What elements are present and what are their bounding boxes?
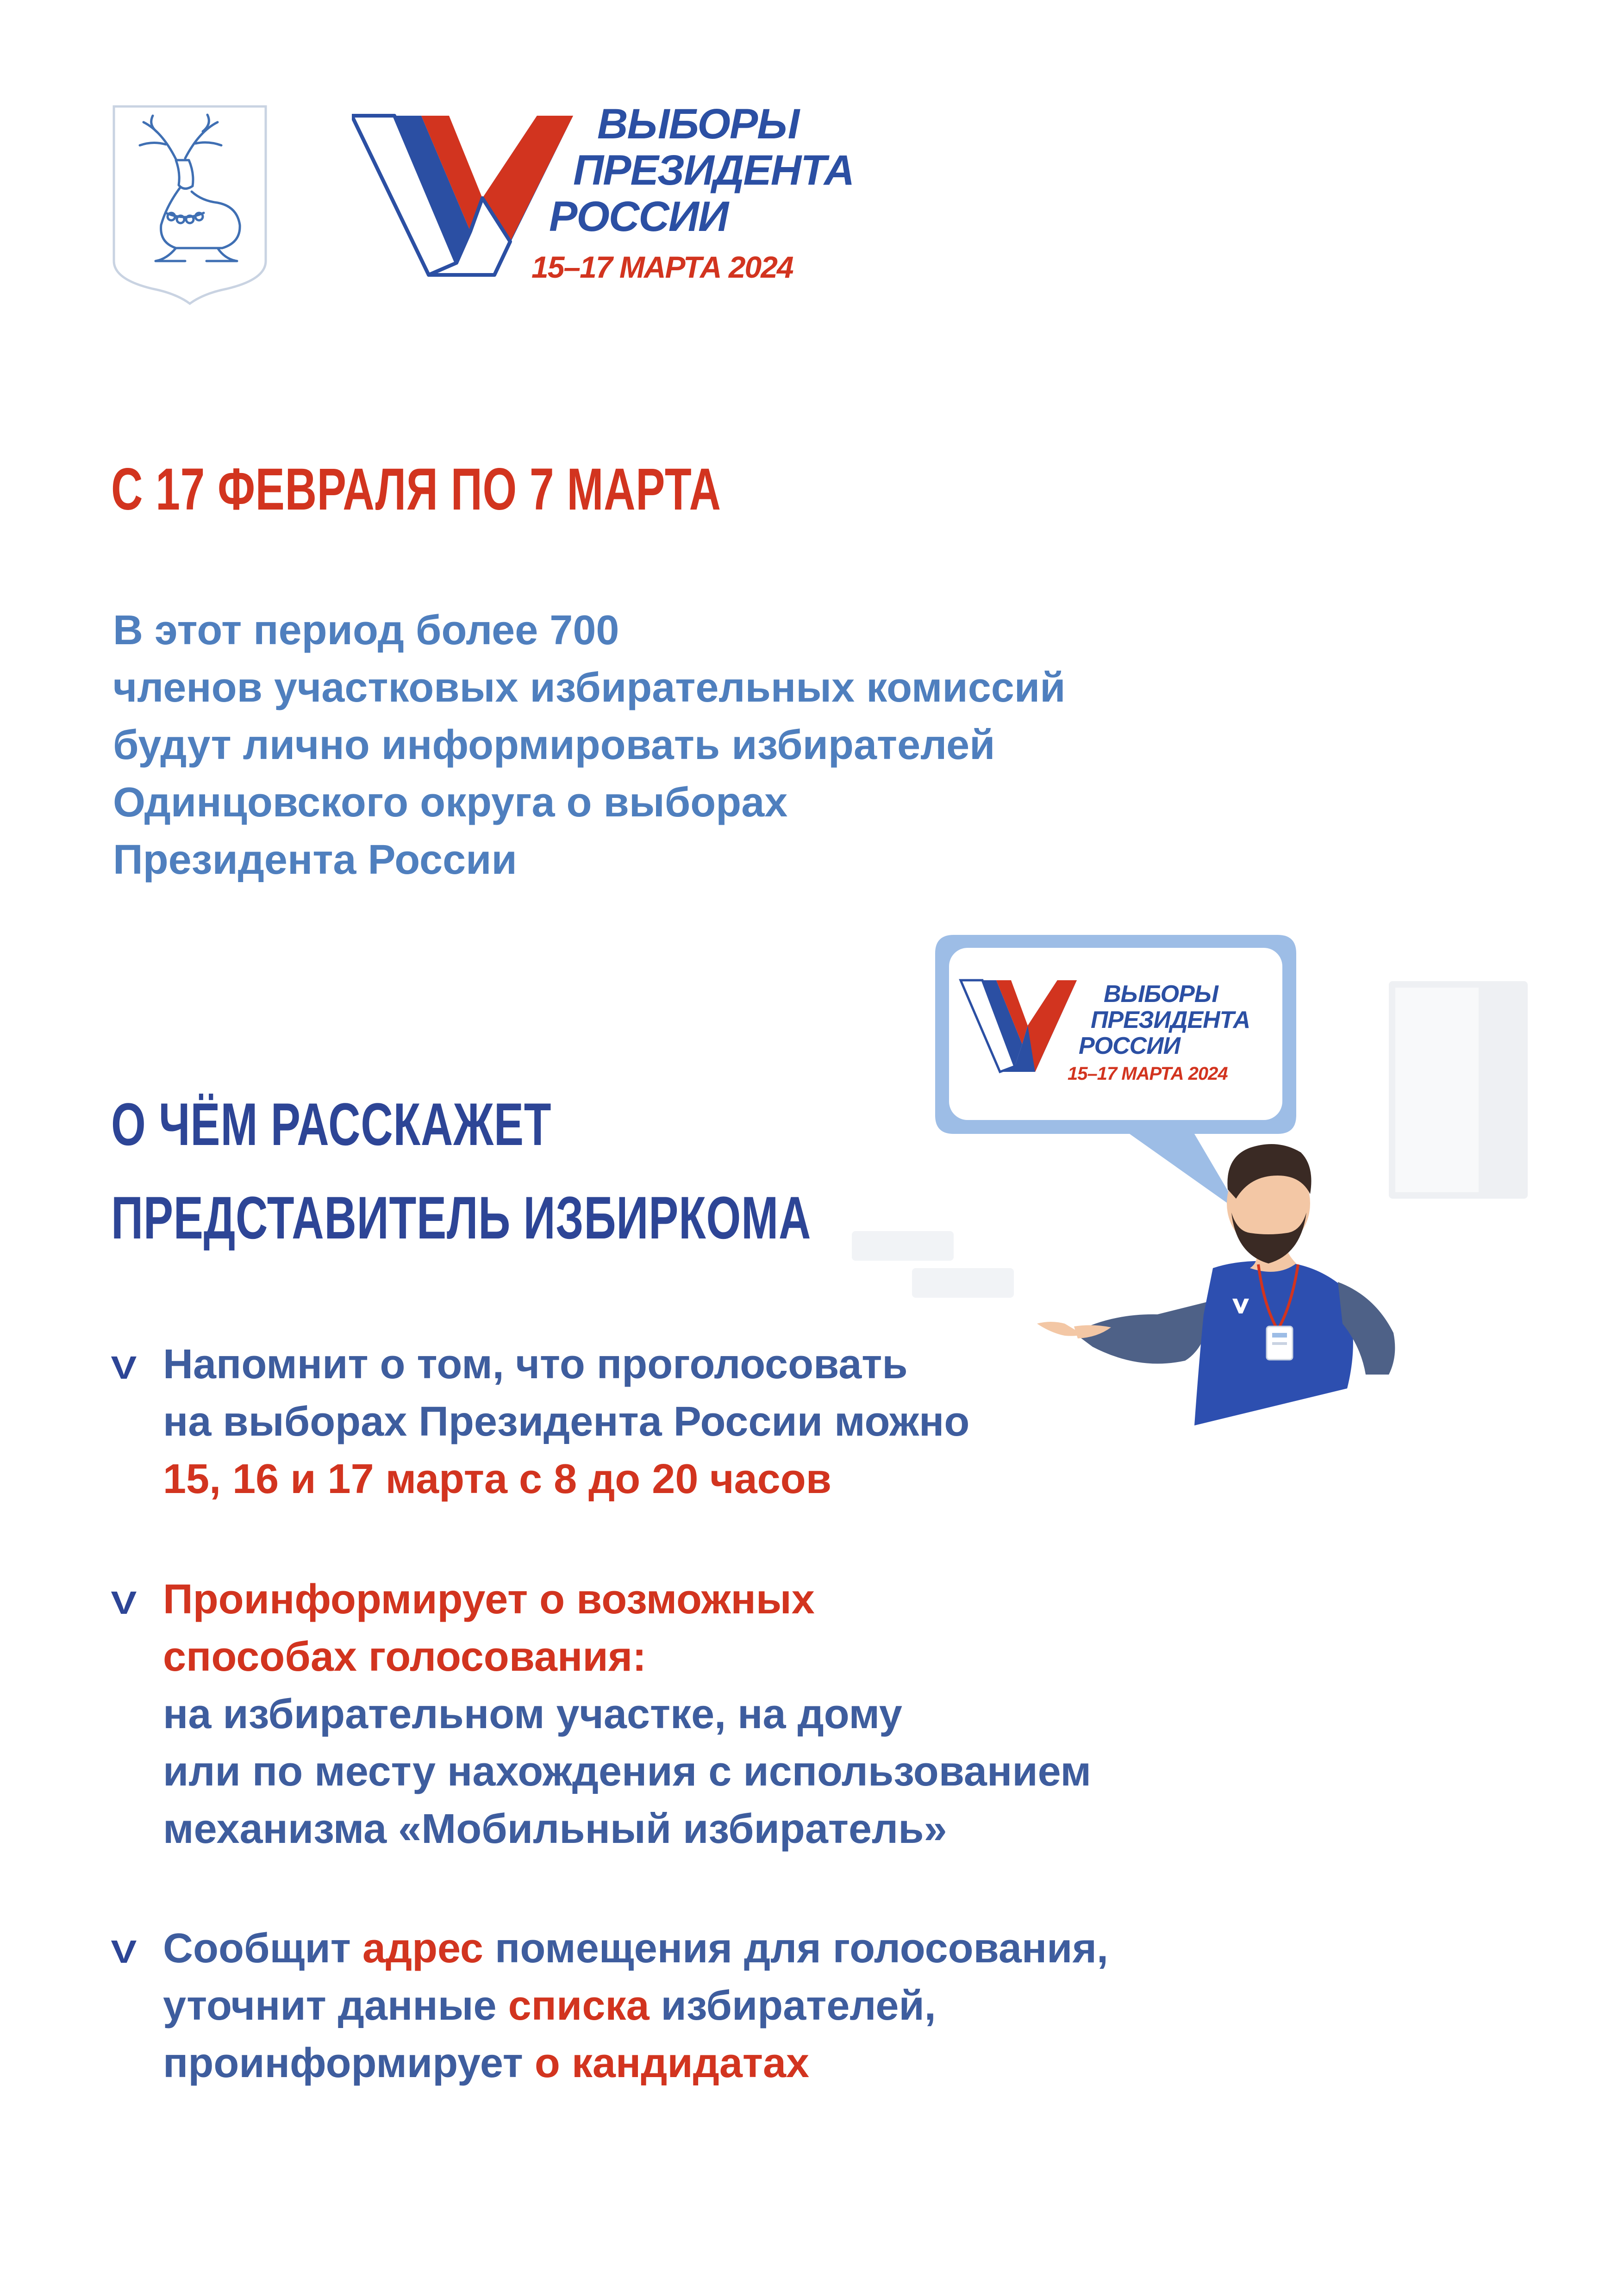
intro-paragraph [113,602,1066,889]
bullet-line: Напомнит о том, что проголосовать [163,1341,908,1388]
bullet-highlight-span: адрес [362,1925,483,1972]
intro-line: будут лично информировать избирателей [113,722,995,768]
logo-title-line: ВЫБОРЫ [597,100,799,148]
bubble-logo-line: ПРЕЗИДЕНТА [1091,1007,1250,1033]
period-heading: С 17 ФЕВРАЛЯ ПО 7 МАРТА [111,456,721,523]
bullet-line-highlight: способах голосования: [163,1634,647,1680]
bullet-highlight-span: о кандидатах [534,2040,810,2086]
intro-line: Президента России [113,837,517,883]
bullet-line: на выборах Президента России можно [163,1399,970,1445]
bullet-line [163,1920,1108,1977]
bullet-item [163,1920,1108,2092]
check-v-icon: V [111,1934,137,1970]
bullet-text-span: избирателей, [649,1983,936,2029]
bullet-line: механизма «Мобильный избиратель» [163,1806,947,1852]
bullet-item [163,1571,1091,1858]
bullet-line [163,1977,1108,2035]
bullet-text-span: проинформирует [163,2040,535,2086]
bubble-logo-line: РОССИИ [1079,1033,1181,1059]
bullet-line: на избирательном участке, на дому [163,1691,902,1737]
bullet-text-span: Сообщит [163,1925,362,1972]
bullet-text-span: уточнит данные [163,1983,508,2029]
intro-line: членов участковых избирательных комиссий [113,665,1066,711]
bullet-text-span: помещения для голосования, [483,1925,1109,1972]
bullet-line-highlight: 15, 16 и 17 марта с 8 до 20 часов [163,1456,832,1502]
logo-dates: 15–17 МАРТА 2024 [531,250,793,284]
bullet-item [163,1336,969,1508]
logo-title-line: ПРЕЗИДЕНТА [573,147,854,194]
bullet-line: или по месту нахождения с использованием [163,1748,1092,1795]
bullet-highlight-span: списка [508,1983,650,2029]
logo-title-line: РОССИИ [549,193,728,240]
bullet-line-highlight: Проинформирует о возможных [163,1576,815,1623]
bubble-logo-line: ВЫБОРЫ [1104,981,1218,1008]
section-heading: ПРЕДСТАВИТЕЛЬ ИЗБИРКОМА [111,1184,812,1251]
check-v-icon: V [111,1350,137,1386]
bubble-logo-dates: 15–17 МАРТА 2024 [1068,1064,1228,1084]
deer-coat-of-arms-icon [111,104,269,305]
intro-line: Одинцовского округа о выборах [113,779,788,826]
intro-line: В этот период более 700 [113,607,619,653]
check-v-icon: V [111,1585,137,1621]
section-heading: О ЧЁМ РАССКАЖЕТ [111,1090,552,1158]
bullet-line [163,2035,1108,2092]
